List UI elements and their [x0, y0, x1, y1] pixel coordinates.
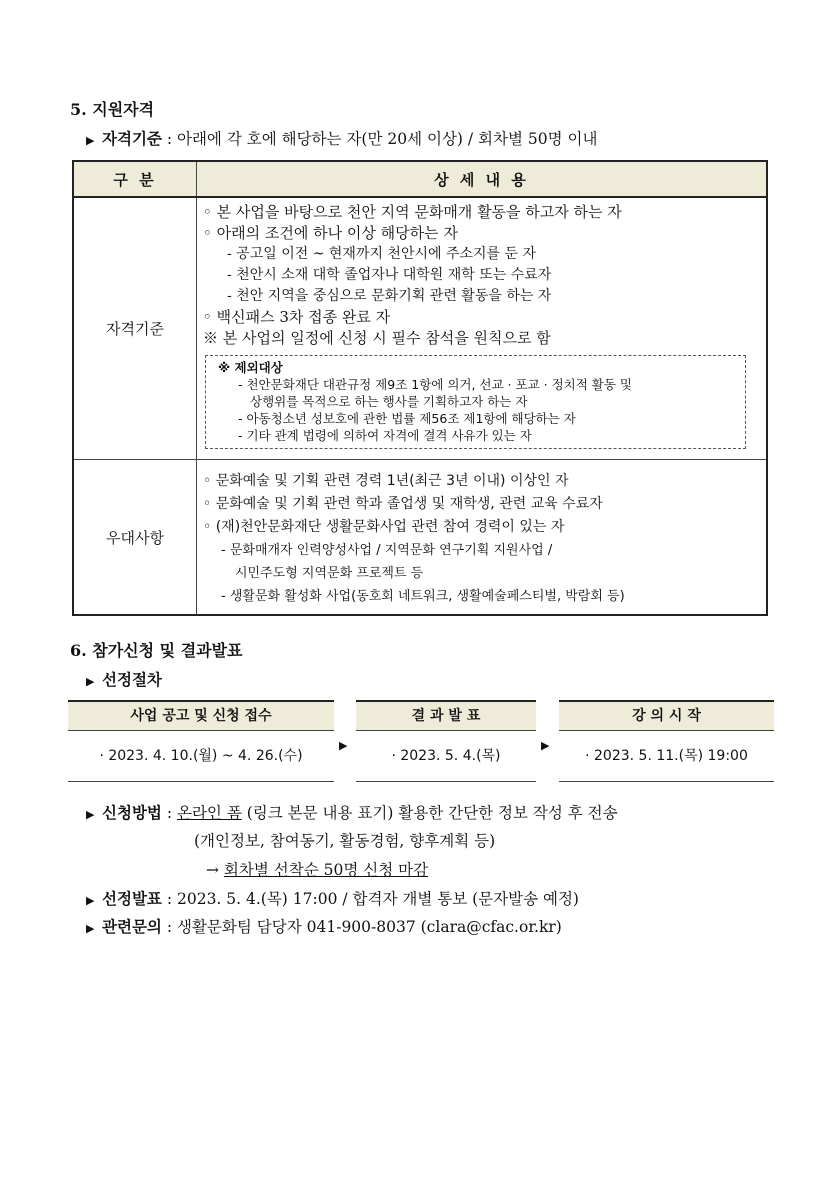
- triangle-right-icon: ▶: [86, 894, 95, 907]
- list-item: - 공고일 이전 ~ 현재까지 천안시에 주소지를 둔 자: [227, 246, 537, 262]
- triangle-right-icon: ▶: [86, 808, 95, 821]
- list-item: ◦ 문화예술 및 기획 관련 경력 1년(최근 3년 이내) 이상인 자: [203, 473, 569, 489]
- list-item: ◦ 문화예술 및 기획 관련 학과 졸업생 및 재학생, 관련 교육 수료자: [203, 496, 603, 512]
- exclusion-title: ※ 제외대상: [218, 360, 283, 375]
- list-item: - 문화매개자 인력양성사업 / 지역문화 연구기획 지원사업 /: [221, 543, 553, 558]
- contact-line: [86, 915, 562, 937]
- list-item: ◦ 아래의 조건에 하나 이상 해당하는 자: [203, 224, 458, 242]
- step-3-title: 강 의 시 작: [559, 700, 774, 731]
- table-header-details: 상 세 내 용: [197, 161, 768, 197]
- right-arrow-icon: →: [206, 861, 224, 879]
- list-item: - 천안 지역을 중심으로 문화기획 관련 활동을 하는 자: [227, 288, 552, 304]
- announce-line: [86, 887, 579, 909]
- method-separator: :: [161, 804, 177, 822]
- table-header-row: [73, 161, 767, 197]
- triangle-right-icon: ▶: [339, 739, 348, 752]
- list-item: ◦ (재)천안문화재단 생활문화사업 관련 참여 경력이 있는 자: [203, 519, 565, 535]
- contact-label: 관련문의: [102, 917, 162, 936]
- step-1-date: · 2023. 4. 10.(월) ~ 4. 26.(수): [68, 731, 334, 782]
- method-label: 신청방법: [102, 803, 162, 822]
- list-item: ◦ 백신패스 3차 접종 완료 자: [203, 308, 391, 326]
- qualification-table: [72, 160, 768, 616]
- list-item: - 천안시 소재 대학 졸업자나 대학원 재학 또는 수료자: [227, 267, 552, 283]
- row-content-qualification: [197, 197, 768, 460]
- list-item: ※ 본 사업의 일정에 신청 시 필수 참석을 원칙으로 함: [203, 329, 551, 347]
- table-row: [73, 460, 767, 616]
- step-2-title: 결 과 발 표: [356, 700, 536, 731]
- triangle-right-icon: ▶: [86, 922, 95, 935]
- list-item: - 생활문화 활성화 사업(동호회 네트워크, 생활예술페스티벌, 박람회 등): [221, 589, 625, 604]
- list-item: - 아동청소년 성보호에 관한 법률 제56조 제1항에 해당하는 자: [238, 411, 576, 426]
- list-item: - 천안문화재단 대관규정 제9조 1항에 의거, 선교 · 포교 · 정치적 활동 및: [238, 377, 632, 392]
- triangle-right-icon: ▶: [86, 675, 95, 688]
- method-text: (링크 본문 내용 표기) 활용한 간단한 정보 작성 후 전송: [241, 804, 618, 822]
- list-item: ◦ 본 사업을 바탕으로 천안 지역 문화매개 활동을 하고자 하는 자: [203, 203, 622, 221]
- announce-label: 선정발표: [102, 889, 162, 908]
- step-2-date: · 2023. 5. 4.(목): [356, 731, 536, 782]
- criteria-label: 자격기준: [102, 129, 162, 148]
- method-underlined: 온라인 폼: [176, 804, 242, 822]
- method-line-2: (개인정보, 참여동기, 활동경험, 향후계획 등): [194, 832, 496, 850]
- announce-text: : 2023. 5. 4.(목) 17:00 / 합격자 개별 통보 (문자발송 예정): [161, 890, 579, 908]
- row-content-preference: [197, 460, 768, 616]
- step-1-title: 사업 공고 및 신청 접수: [68, 700, 334, 731]
- row-label-qualification: 자격기준: [73, 197, 197, 460]
- list-item: 상행위를 목적으로 하는 행사를 기획하고자 하는 자: [250, 394, 528, 409]
- criteria-text: : 아래에 각 호에 해당하는 자(만 20세 이상) / 회차별 50명 이내: [161, 130, 598, 148]
- triangle-right-icon: ▶: [86, 134, 95, 147]
- section-6-title: 6. 참가신청 및 결과발표: [70, 641, 243, 660]
- process-line: [86, 668, 162, 690]
- row-label-preference: 우대사항: [73, 460, 197, 616]
- table-header-category: 구 분: [73, 161, 197, 197]
- method-line: [86, 801, 618, 823]
- section-5-title: 5. 지원자격: [70, 100, 155, 119]
- criteria-line: [86, 127, 597, 149]
- process-label: 선정절차: [102, 670, 162, 689]
- contact-text: : 생활문화팀 담당자 041-900-8037 (clara@cfac.or.kr): [161, 918, 562, 936]
- list-item: 시민주도형 지역문화 프로젝트 등: [235, 566, 424, 581]
- table-row: [73, 197, 767, 460]
- method-deadline: 회차별 선착순 50명 신청 마감: [223, 861, 429, 879]
- step-3-date: · 2023. 5. 11.(목) 19:00: [559, 731, 774, 782]
- list-item: - 기타 관계 법령에 의하여 자격에 결격 사유가 있는 자: [238, 428, 532, 443]
- triangle-right-icon: ▶: [541, 739, 550, 752]
- method-line-3: [206, 858, 428, 880]
- exclusion-box: [205, 355, 746, 449]
